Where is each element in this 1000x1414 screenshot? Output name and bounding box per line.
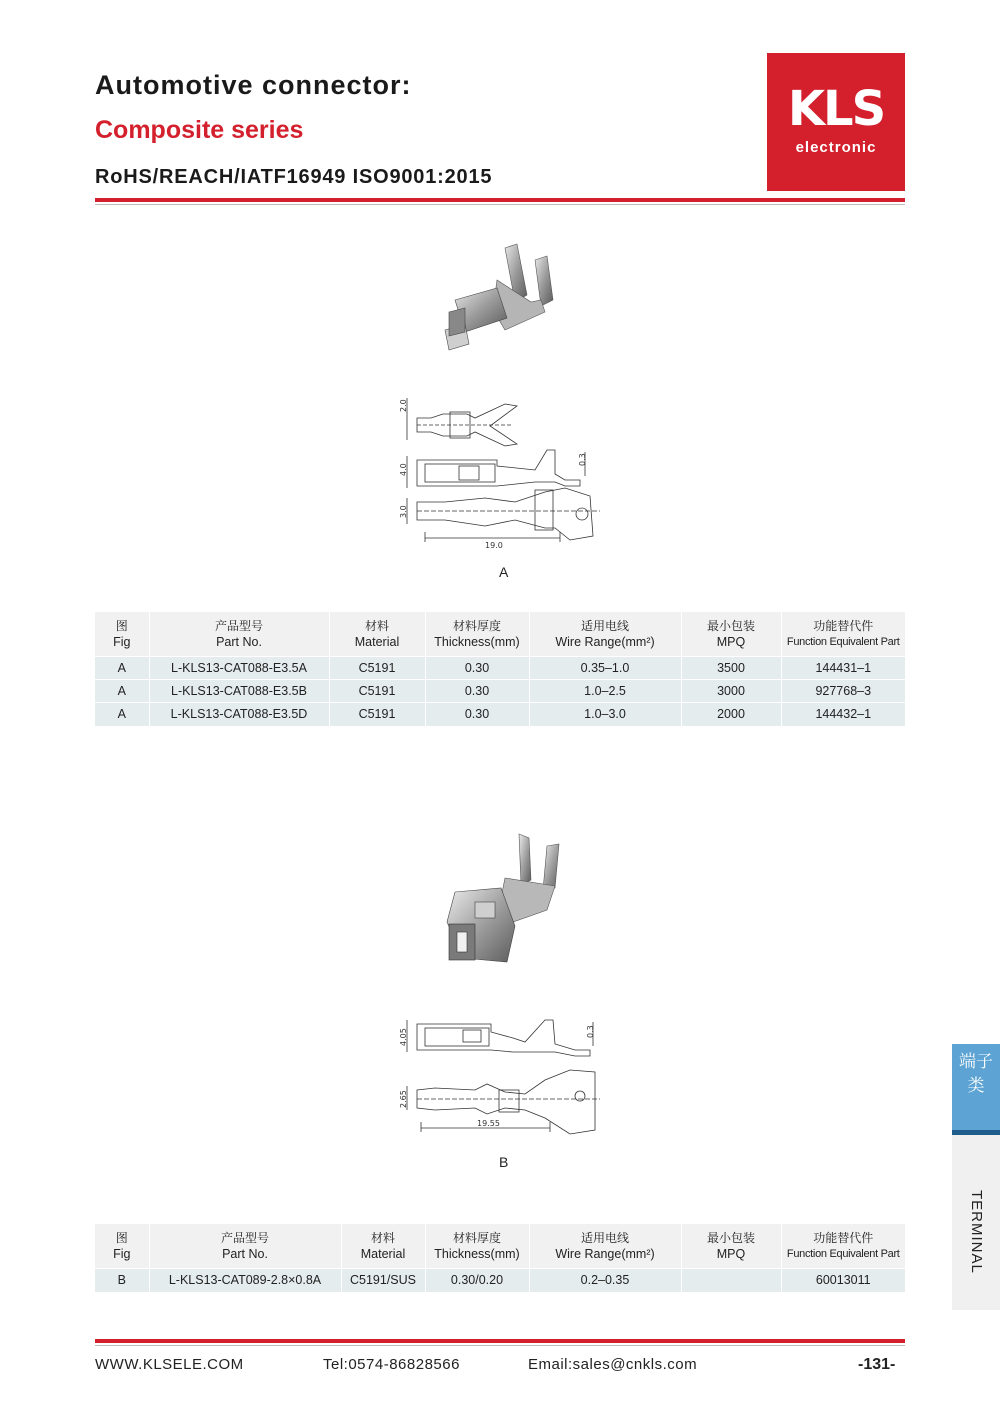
table-row [95,680,905,703]
col-material: 材料 Material [329,612,425,657]
table-header-row [95,612,905,657]
cell-part: L-KLS13-CAT088-E3.5B [149,680,329,703]
spec-table-a [95,612,905,726]
cell-material: C5191 [329,657,425,680]
logo-mark: KLS [787,81,885,137]
col-thickness: 材料厚度 Thickness(mm) [425,612,529,657]
cell-material: C5191 [329,703,425,726]
header-rule-thin [95,204,905,205]
dim-b-bottom: 2.65 [399,1090,408,1108]
footer-email: Email:sales@cnkls.com [528,1356,698,1373]
series-subtitle: Composite series [95,116,304,144]
cell-equiv: 927768–3 [781,680,905,703]
cell-thickness: 0.30 [425,703,529,726]
table-row [95,1269,905,1292]
col-thickness: 材料厚度 Thickness(mm) [425,1224,529,1269]
cell-equiv: 144431–1 [781,657,905,680]
col-part: 产品型号 Part No. [149,1224,341,1269]
cell-wire: 1.0–2.5 [529,680,681,703]
cell-material: C5191/SUS [341,1269,425,1292]
figure-b-label: B [499,1154,509,1170]
table-row [95,657,905,680]
terminal-a-photo [435,240,565,355]
cell-mpq: 2000 [681,703,781,726]
col-equiv: 功能替代件 Function Equivalent Part [781,612,905,657]
table-header-row [95,1224,905,1269]
col-mpq: 最小包装 MPQ [681,1224,781,1269]
terminal-b-photo [435,830,575,965]
cell-mpq: 3000 [681,680,781,703]
col-mpq: 最小包装 MPQ [681,612,781,657]
cell-fig: A [95,657,149,680]
footer-website: WWW.KLSELE.COM [95,1356,244,1373]
dim-a-top: 2.0 [399,399,408,412]
cell-equiv: 60013011 [781,1269,905,1292]
dim-b-top: 4.05 [399,1028,408,1046]
cell-wire: 0.2–0.35 [529,1269,681,1292]
dim-a-mid: 4.0 [399,463,408,476]
cell-material: C5191 [329,680,425,703]
cell-thickness: 0.30 [425,680,529,703]
cell-part: L-KLS13-CAT089-2.8×0.8A [149,1269,341,1292]
dim-a-thickness: 0.3 [578,453,587,466]
cell-fig: A [95,680,149,703]
page-title: Automotive connector: [95,70,412,100]
cell-wire: 1.0–3.0 [529,703,681,726]
col-wire: 适用电线 Wire Range(mm²) [529,612,681,657]
cell-wire: 0.35–1.0 [529,657,681,680]
dim-b-thickness: 0.3 [586,1025,595,1038]
header-rule [95,198,905,202]
cell-part: L-KLS13-CAT088-E3.5A [149,657,329,680]
logo-sub: electronic [795,139,877,156]
col-equiv: 功能替代件 Function Equivalent Part [781,1224,905,1269]
page-number: -131- [858,1356,896,1373]
cell-part: L-KLS13-CAT088-E3.5D [149,703,329,726]
spec-table-b [95,1224,905,1292]
cell-thickness: 0.30 [425,657,529,680]
side-tab-terminal: TERMINAL [968,1190,985,1274]
side-tab-category: 端子类 [952,1044,1000,1130]
terminal-b-drawing [395,1010,610,1135]
figure-a-label: A [499,564,509,580]
dim-a-length: 19.0 [485,541,503,550]
col-fig: 图 Fig [95,1224,149,1269]
table-row [95,703,905,726]
cell-equiv: 144432–1 [781,703,905,726]
kls-logo [767,53,905,191]
col-part: 产品型号 Part No. [149,612,329,657]
certifications: RoHS/REACH/IATF16949 ISO9001:2015 [95,166,493,188]
cell-fig: A [95,703,149,726]
footer-tel: Tel:0574-86828566 [323,1356,460,1373]
col-material: 材料 Material [341,1224,425,1269]
cell-mpq: 3500 [681,657,781,680]
dim-b-length: 19.55 [477,1119,500,1128]
dim-a-bottom: 3.0 [399,505,408,518]
col-fig: 图 Fig [95,612,149,657]
terminal-a-drawing [395,390,610,550]
footer-rule [95,1339,905,1343]
cell-mpq [681,1269,781,1292]
footer-rule-thin [95,1345,905,1346]
cell-fig: B [95,1269,149,1292]
col-wire: 适用电线 Wire Range(mm²) [529,1224,681,1269]
cell-thickness: 0.30/0.20 [425,1269,529,1292]
